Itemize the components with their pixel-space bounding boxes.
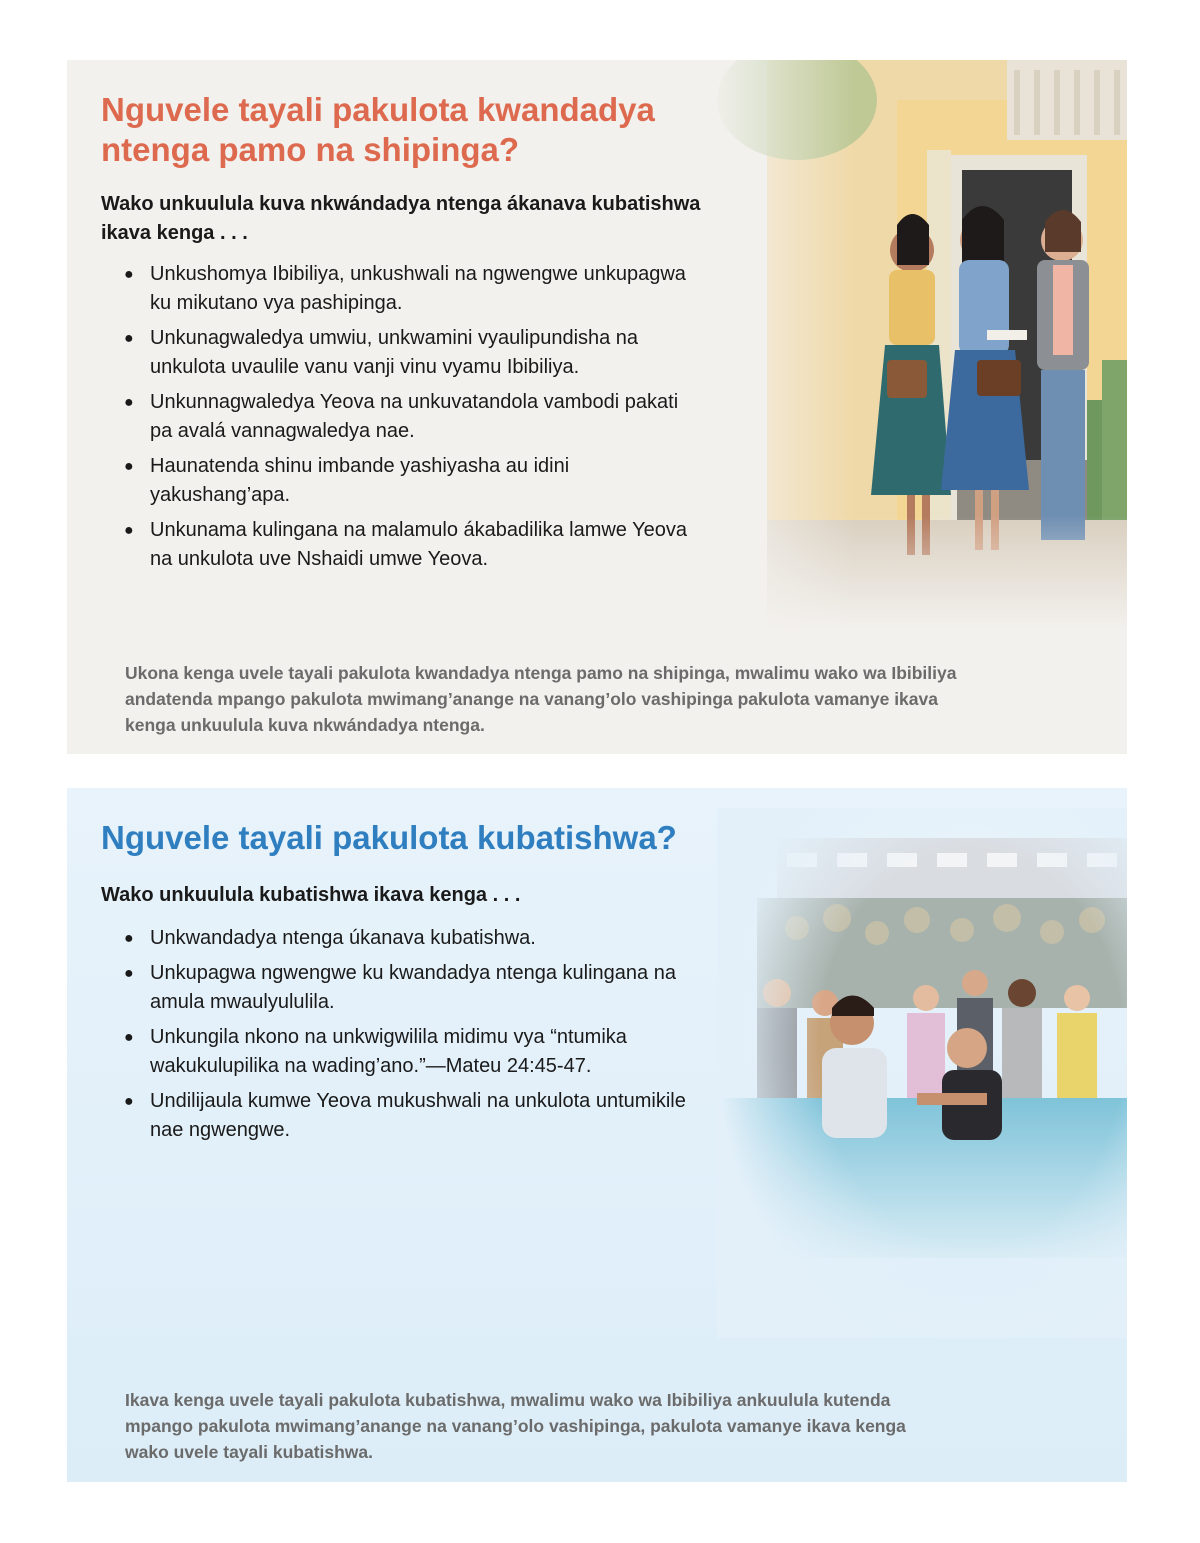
list-item [124,324,704,382]
list-item-text: Unkushomya Ibibiliya, unkushwali na ngwengwe unkupagwa ku mikutano vya pashipinga. [150,263,686,314]
three-women-at-doorway-illustration [707,60,1127,630]
bullet-icon: ● [124,266,134,283]
list-item-text: Undilijaula kumwe Yeova mukushwali na unkulota untumikile nae ngwengwe. [150,1090,686,1141]
list-item [124,924,724,953]
list-item [124,516,704,574]
list-item-text: Unkupagwa ngwengwe ku kwandadya ntenga kulingana na amula mwaulyululila. [150,962,676,1013]
list-item [124,1087,724,1145]
list-item [124,260,704,318]
list-item-text: Unkunnagwaledya Yeova na unkuvatandola vambodi pakati pa avalá vannagwaledya nae. [150,391,679,442]
list-item-text: Unkwandadya ntenga úkanava kubatishwa. [150,927,536,949]
section-heading: Nguvele tayali pakulota kubatishwa? [101,819,677,856]
list-item [124,959,724,1017]
section-lead: Wako unkuulula kuva nkwándadya ntenga ákanava kubatishwa ikava kenga . . . [101,193,701,244]
section-lead: Wako unkuulula kubatishwa ikava kenga . . . [101,884,521,906]
section-note: Ikava kenga uvele tayali pakulota kubatishwa, mwalimu wako wa Ibibiliya ankuulula kutenda mpango pakulota mwimang’anange na vanang’olo vashipinga, pakulota vamanye ikava kenga wako uvele tayali kubatishwa. [125,1390,906,1462]
list-item [124,1023,724,1081]
list-item-text: Unkungila nkono na unkwigwilila midimu vya “ntumika wakukulupilika na wading’ano.”—Mateu 24:45-47. [150,1026,627,1077]
baptism-readiness-panel [67,788,1127,1482]
bullet-icon: ● [124,522,134,539]
requirements-list [124,260,704,580]
publisher-readiness-panel [67,60,1127,754]
bullet-icon: ● [124,394,134,411]
baptism-pool-illustration [717,808,1127,1338]
requirements-list [124,924,724,1151]
list-item [124,452,704,510]
list-item-text: Unkunama kulingana na malamulo ákabadilika lamwe Yeova na unkulota uve Nshaidi umwe Yeova. [150,519,688,570]
bullet-icon: ● [124,1029,134,1046]
bullet-icon: ● [124,930,134,947]
list-item-text: Haunatenda shinu imbande yashiyasha au idini yakushang’apa. [150,455,570,506]
bullet-icon: ● [124,458,134,475]
bullet-icon: ● [124,1093,134,1110]
bullet-icon: ● [124,330,134,347]
list-item-text: Unkunagwaledya umwiu, unkwamini vyaulipundisha na unkulota uvaulile vanu vanji vinu vyamu Ibibiliya. [150,327,639,378]
section-heading: Nguvele tayali pakulota kwandadya ntenga pamo na shipinga? [101,91,655,168]
list-item [124,388,704,446]
section-note: Ukona kenga uvele tayali pakulota kwandadya ntenga pamo na shipinga, mwalimu wako wa Ibibiliya andatenda mpango pakulota mwimang’anange na vanang’olo vashipinga pakulota vamanye ikava kenga unkuulula kuva nkwándadya ntenga. [125,663,957,735]
bullet-icon: ● [124,965,134,982]
